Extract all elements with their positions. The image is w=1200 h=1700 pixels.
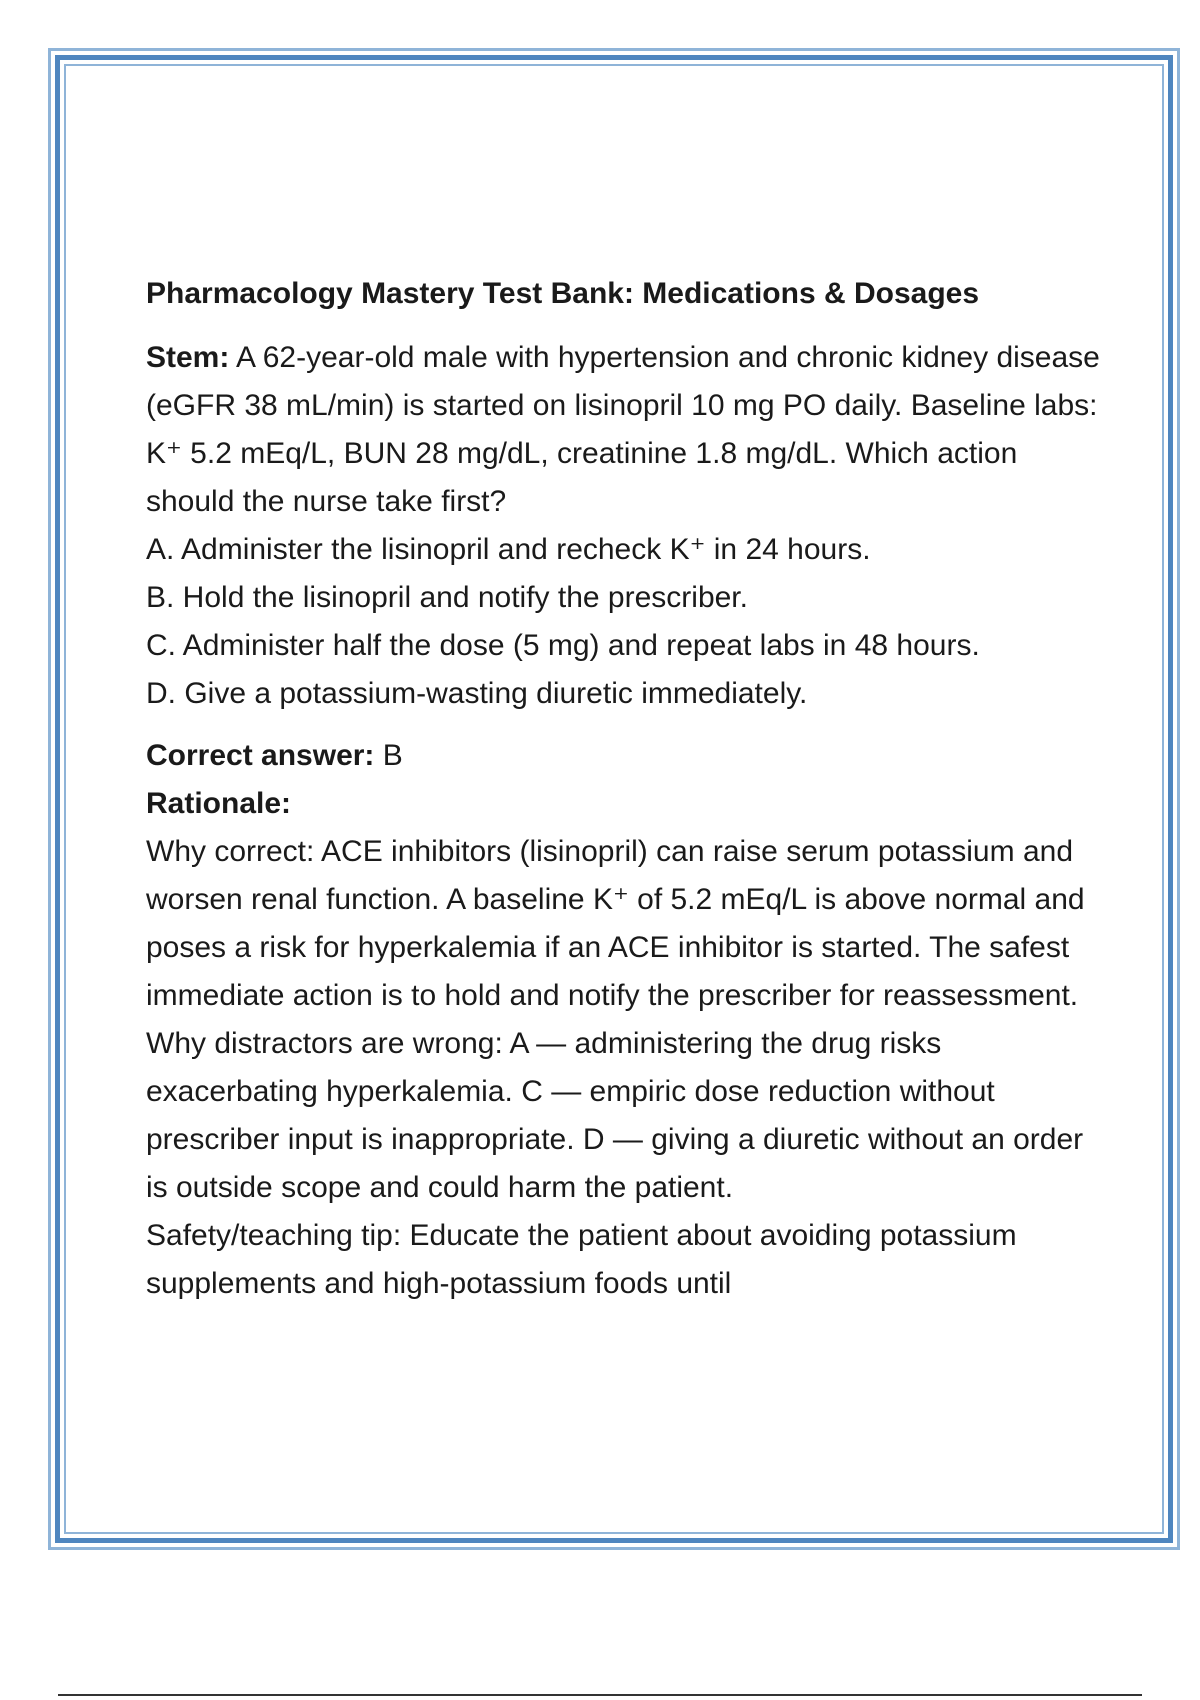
stem-label: Stem: <box>146 341 230 374</box>
option-d: D. Give a potassium-wasting diuretic immediately. <box>146 677 808 710</box>
correct-answer-label: Correct answer: <box>146 739 375 772</box>
stem-text: A 62-year-old male with hypertension and chronic kidney disease (eGFR 38 mL/min) is started on lisinopril 10 mg PO daily. Baseline labs: K⁺ 5.2 mEq/L, BUN 28 mg/dL, creatinine 1.8 mg/dL. Which action should the nurse take first? <box>146 341 1100 518</box>
footer-divider <box>58 1694 1142 1696</box>
correct-answer-value: B <box>374 739 403 772</box>
rationale-heading: Rationale: <box>146 787 292 820</box>
correct-answer <box>146 732 1106 780</box>
option-b: B. Hold the lisinopril and notify the prescriber. <box>146 581 748 614</box>
option-a: A. Administer the lisinopril and recheck K⁺ in 24 hours. <box>146 533 871 566</box>
question-card <box>146 270 1106 1308</box>
document-title: Pharmacology Mastery Test Bank: Medications & Dosages <box>146 277 980 310</box>
option-c: C. Administer half the dose (5 mg) and repeat labs in 48 hours. <box>146 629 980 662</box>
rationale-safety-tip: Safety/teaching tip: Educate the patient about avoiding potassium supplements and high-potassium foods until <box>146 1219 1017 1300</box>
question-stem <box>146 334 1106 526</box>
rationale-why-correct: Why correct: ACE inhibitors (lisinopril) can raise serum potassium and worsen renal function. A baseline K⁺ of 5.2 mEq/L is above normal and poses a risk for hyperkalemia if an ACE inhibitor is started. The safest immediate action is to hold and notify the prescriber for reassessment. <box>146 835 1085 1012</box>
rationale-why-wrong: Why distractors are wrong: A — administering the drug risks exacerbating hyperkalemia. C — empiric dose reduction without prescriber input is inappropriate. D — giving a diuretic without an order is outside scope and could harm the patient. <box>146 1027 1084 1204</box>
